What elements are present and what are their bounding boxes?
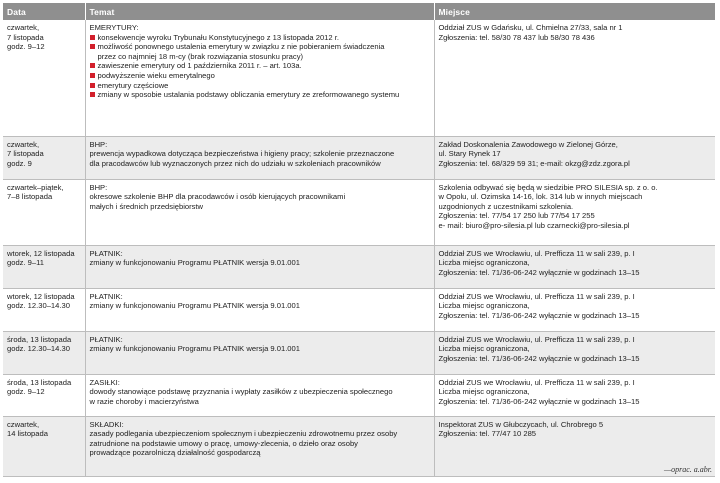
topic-line: okresowe szkolenie BHP dla pracodawców i osób kierujących pracownikami bbox=[89, 192, 346, 202]
topic-line: zmiany w funkcjonowaniu Programu PŁATNIK wersja 9.01.001 bbox=[89, 258, 300, 268]
topic-line: małych i średnich przedsiębiorstw bbox=[89, 201, 204, 211]
table-header bbox=[3, 3, 715, 20]
topic-line: prewencja wypadkowa dotycząca bezpieczeństwa i higieny pracy; szkolenie przeznaczone bbox=[89, 149, 395, 159]
date-line: godz. 9–12 bbox=[7, 387, 45, 397]
place-line: Zgłoszenia: tel. 71/36-06-242 wyłącznie w godzinach 13–15 bbox=[438, 267, 640, 277]
topic-title: PŁATNIK: bbox=[89, 248, 123, 258]
topic-cell bbox=[85, 179, 434, 245]
topic-bullet: możliwość ponownego ustalenia emerytury w związku z nie pobieraniem świadczenia bbox=[90, 42, 430, 52]
topic-line: dowody stanowiące podstawę przyznania i wypłaty zasiłków z ubezpieczenia społecznego bbox=[89, 387, 393, 397]
table-row bbox=[3, 288, 715, 331]
topic-bullet: zawieszenie emerytury od 1 października 2011 r. – art. 103a. bbox=[90, 61, 430, 71]
place-line: Liczba miejsc ograniczona, bbox=[438, 387, 530, 397]
header-place: Miejsce bbox=[434, 3, 715, 20]
topic-bullet: konsekwencje wyroku Trybunału Konstytucyjnego z 13 listopada 2012 r. bbox=[90, 33, 430, 43]
date-line: godz. 9–12 bbox=[7, 42, 45, 52]
place-line: uzgodnionych z uczestnikami szkolenia. bbox=[438, 201, 574, 211]
place-cell bbox=[434, 136, 715, 179]
date-cell bbox=[3, 245, 85, 288]
topic-title: BHP: bbox=[89, 139, 108, 149]
place-line: Oddział ZUS we Wrocławiu, ul. Prefficza 11 w sali 239, p. I bbox=[438, 334, 635, 344]
topic-bullet: emerytury częściowe bbox=[90, 81, 430, 91]
place-line: Oddział ZUS we Wrocławiu, ul. Prefficza 11 w sali 239, p. I bbox=[438, 248, 635, 258]
date-cell bbox=[3, 20, 85, 136]
place-line: ul. Stary Rynek 17 bbox=[438, 149, 501, 159]
date-line: środa, 13 listopada bbox=[7, 377, 72, 387]
date-line: godz. 12.30–14.30 bbox=[7, 301, 70, 311]
table-row bbox=[3, 245, 715, 288]
date-cell bbox=[3, 416, 85, 476]
date-cell bbox=[3, 288, 85, 331]
place-line: Liczba miejsc ograniczona, bbox=[438, 258, 530, 268]
topic-line: zasady podlegania ubezpieczeniom społecznym i ubezpieczeniu zdrowotnemu przez osoby bbox=[89, 429, 398, 439]
topic-line: zmiany w funkcjonowaniu Programu PŁATNIK wersja 9.01.001 bbox=[89, 344, 300, 354]
topic-title: EMERYTURY: bbox=[89, 23, 139, 32]
place-line: Liczba miejsc ograniczona, bbox=[438, 301, 530, 311]
topic-cell bbox=[85, 20, 434, 136]
bullet-square-icon bbox=[90, 35, 95, 40]
place-cell bbox=[434, 374, 715, 416]
date-line: 14 listopada bbox=[7, 429, 48, 439]
topic-title: PŁATNIK: bbox=[89, 334, 123, 344]
place-cell bbox=[434, 288, 715, 331]
date-line: czwartek, bbox=[7, 23, 40, 32]
place-line: Zgłoszenia: tel. 71/36-06-242 wyłącznie w godzinach 13–15 bbox=[438, 396, 640, 406]
topic-cell bbox=[85, 288, 434, 331]
date-cell bbox=[3, 179, 85, 245]
place-line: Inspektorat ZUS w Głubczycach, ul. Chrobrego 5 bbox=[438, 419, 604, 429]
place-line: Oddział ZUS w Gdańsku, ul. Chmielna 27/33, sala nr 1 bbox=[438, 23, 623, 32]
topic-bullet-continuation: przez co najmniej 18 m-cy (brak rozwiązania stosunku pracy) bbox=[97, 51, 304, 61]
table-row bbox=[3, 331, 715, 374]
date-line: godz. 9 bbox=[7, 158, 32, 168]
topic-cell bbox=[85, 374, 434, 416]
date-line: 7–8 listopada bbox=[7, 192, 53, 202]
place-cell bbox=[434, 20, 715, 136]
date-cell bbox=[3, 374, 85, 416]
topic-title: ZASIŁKI: bbox=[89, 377, 120, 387]
topic-cell bbox=[85, 245, 434, 288]
date-line: godz. 12.30–14.30 bbox=[7, 344, 70, 354]
place-line: Oddział ZUS we Wrocławiu, ul. Prefficza 11 w sali 239, p. I bbox=[438, 377, 635, 387]
date-line: 7 listopada bbox=[7, 32, 44, 42]
topic-line: prowadzące pozarolniczą działalność gospodarczą bbox=[89, 448, 261, 458]
place-line: Zgłoszenia: tel. 77/54 17 250 lub 77/54 17 255 bbox=[438, 211, 595, 221]
place-line: Szkolenia odbywać się będą w siedzibie PRO SILESIA sp. z o. o. bbox=[438, 182, 658, 192]
place-line: Zgłoszenia: tel. 77/47 10 285 bbox=[438, 429, 537, 439]
table-row bbox=[3, 136, 715, 179]
bullet-square-icon bbox=[90, 92, 95, 97]
header-date: Data bbox=[3, 3, 85, 20]
date-line: czwartek–piątek, bbox=[7, 182, 64, 192]
topic-bullet: zmiany w sposobie ustalania podstawy obliczania emerytury ze zreformowanego systemu bbox=[90, 90, 430, 100]
place-email: e- mail: biuro@pro-silesia.pl lub czarnecki@pro-silesia.pl bbox=[438, 220, 630, 230]
topic-line: dla pracodawców lub wyznaczonych przez nich do udziału w szkoleniach pracowników bbox=[89, 158, 381, 168]
date-line: czwartek, bbox=[7, 139, 40, 149]
topic-line: zmiany w funkcjonowaniu Programu PŁATNIK wersja 9.01.001 bbox=[89, 301, 300, 311]
place-cell bbox=[434, 245, 715, 288]
topic-bullet: podwyższenie wieku emerytalnego bbox=[90, 71, 430, 81]
date-line: 7 listopada bbox=[7, 149, 44, 159]
table-row bbox=[3, 416, 715, 476]
table-row bbox=[3, 179, 715, 245]
place-line: Oddział ZUS we Wrocławiu, ul. Prefficza 11 w sali 239, p. I bbox=[438, 291, 635, 301]
place-line: Zgłoszenia: tel. 68/329 59 31; e-mail: okzg@zdz.zgora.pl bbox=[438, 158, 630, 168]
place-cell bbox=[434, 179, 715, 245]
author-credit: —oprac. a.abr. bbox=[663, 465, 712, 474]
topic-cell bbox=[85, 416, 434, 476]
topic-line: w razie choroby i macierzyństwa bbox=[89, 396, 199, 406]
topic-line: zatrudnione na podstawie umowy o pracę, umowy-zlecenia, o dzieło oraz osoby bbox=[89, 438, 358, 448]
place-line: Zgłoszenia: tel. 71/36-06-242 wyłącznie w godzinach 13–15 bbox=[438, 353, 640, 363]
date-cell bbox=[3, 136, 85, 179]
header-topic: Temat bbox=[85, 3, 434, 20]
topic-cell bbox=[85, 136, 434, 179]
place-line: Zgłoszenia: tel. 58/30 78 437 lub 58/30 78 436 bbox=[438, 32, 595, 42]
date-line: środa, 13 listopada bbox=[7, 334, 72, 344]
place-line: Zakład Doskonalenia Zawodowego w Zielonej Górze, bbox=[438, 139, 618, 149]
place-line: Zgłoszenia: tel. 71/36-06-242 wyłącznie w godzinach 13–15 bbox=[438, 310, 640, 320]
table-row bbox=[3, 20, 715, 136]
bullet-square-icon bbox=[90, 83, 95, 88]
topic-title: BHP: bbox=[89, 182, 108, 192]
table-row bbox=[3, 374, 715, 416]
bullet-square-icon bbox=[90, 63, 95, 68]
schedule-table bbox=[3, 3, 716, 477]
place-line: Liczba miejsc ograniczona, bbox=[438, 344, 530, 354]
date-line: wtorek, 12 listopada bbox=[7, 248, 75, 258]
bullet-square-icon bbox=[90, 73, 95, 78]
place-line: w Opolu, ul. Ozimska 14-16, lok. 314 lub w innych miejscach bbox=[438, 192, 643, 202]
bullet-square-icon bbox=[90, 44, 95, 49]
date-line: czwartek, bbox=[7, 419, 40, 429]
topic-title: PŁATNIK: bbox=[89, 291, 123, 301]
topic-cell bbox=[85, 331, 434, 374]
topic-title: SKŁADKI: bbox=[89, 419, 124, 429]
place-cell bbox=[434, 331, 715, 374]
date-line: godz. 9–11 bbox=[7, 258, 45, 268]
date-line: wtorek, 12 listopada bbox=[7, 291, 75, 301]
date-cell bbox=[3, 331, 85, 374]
